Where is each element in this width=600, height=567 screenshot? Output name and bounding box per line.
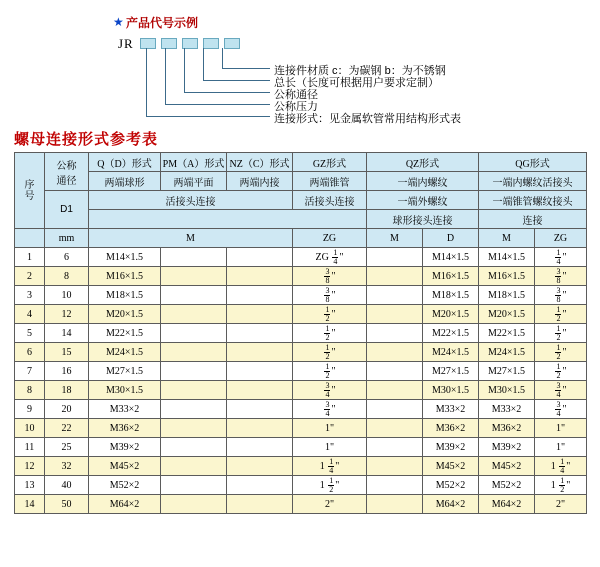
- cell-pm: [161, 419, 227, 438]
- cell-qz-d: M20×1.5: [423, 305, 479, 324]
- cell-gz: $\frac{3}{8}$ ": [293, 267, 367, 286]
- table-header-row-2: [15, 172, 587, 191]
- legend-material: 连接件材质 c：为碳钢 b：为不锈钢: [274, 65, 446, 77]
- cell-seq: 12: [15, 457, 45, 476]
- header-thread-d: D: [423, 229, 479, 248]
- cell-gz: $\frac{1}{2}$ ": [293, 343, 367, 362]
- cell-q: M24×1.5: [89, 343, 161, 362]
- header-desc-pm: 两端平面: [161, 172, 227, 191]
- cell-qz-m: [367, 381, 423, 400]
- cell-qg-zg: 1 $\frac{1}{4}$ ": [535, 457, 587, 476]
- table-row: [15, 267, 587, 286]
- cell-pm: [161, 495, 227, 514]
- cell-qg-m: M20×1.5: [479, 305, 535, 324]
- cell-qg-m: M18×1.5: [479, 286, 535, 305]
- cell-q: M36×2: [89, 419, 161, 438]
- code-box-2: [161, 38, 177, 49]
- table-row: [15, 476, 587, 495]
- header-code-qg: QG形式: [479, 153, 587, 172]
- table-title: 螺母连接形式参考表: [14, 131, 159, 148]
- leader-line-h-2: [203, 80, 270, 81]
- table-header-row-4: [15, 210, 587, 229]
- cell-gz: 1 $\frac{1}{2}$ ": [293, 476, 367, 495]
- cell-qz-m: [367, 343, 423, 362]
- cell-qz-d: M30×1.5: [423, 381, 479, 400]
- cell-seq: 4: [15, 305, 45, 324]
- cell-q: M52×2: [89, 476, 161, 495]
- legend-bore: 公称通径: [274, 89, 318, 101]
- cell-gz: $\frac{1}{2}$ ": [293, 324, 367, 343]
- cell-q: M20×1.5: [89, 305, 161, 324]
- header-seq: [15, 153, 45, 229]
- cell-seq: 5: [15, 324, 45, 343]
- cell-q: M22×1.5: [89, 324, 161, 343]
- cell-qg-zg: $\frac{3}{4}$ ": [535, 400, 587, 419]
- header-blank-1: [89, 210, 367, 229]
- header-connect: 连接: [479, 210, 587, 229]
- cell-nz: [227, 495, 293, 514]
- cell-nz: [227, 324, 293, 343]
- cell-pm: [161, 248, 227, 267]
- cell-qz-d: M22×1.5: [423, 324, 479, 343]
- cell-dn: 15: [45, 343, 89, 362]
- cell-q: M14×1.5: [89, 248, 161, 267]
- table-body: [15, 248, 587, 514]
- cell-qg-m: M64×2: [479, 495, 535, 514]
- cell-qz-m: [367, 476, 423, 495]
- star-icon: ★: [113, 15, 124, 29]
- cell-q: M30×1.5: [89, 381, 161, 400]
- cell-pm: [161, 305, 227, 324]
- cell-qg-zg: $\frac{1}{2}$ ": [535, 343, 587, 362]
- cell-dn: 40: [45, 476, 89, 495]
- cell-dn: 20: [45, 400, 89, 419]
- code-box-4: [203, 38, 219, 49]
- cell-gz: $\frac{1}{2}$ ": [293, 305, 367, 324]
- cell-q: M45×2: [89, 457, 161, 476]
- cell-nz: [227, 381, 293, 400]
- header-nominal-line2: 通径: [56, 175, 77, 187]
- cell-seq: 6: [15, 343, 45, 362]
- cell-seq: 11: [15, 438, 45, 457]
- cell-qg-zg: $\frac{3}{8}$ ": [535, 286, 587, 305]
- cell-qz-d: M18×1.5: [423, 286, 479, 305]
- leader-line-v-2: [203, 48, 204, 80]
- table-row: [15, 419, 587, 438]
- cell-pm: [161, 381, 227, 400]
- table-row: [15, 324, 587, 343]
- code-boxes: [140, 38, 240, 49]
- table-row: [15, 400, 587, 419]
- cell-qg-m: M30×1.5: [479, 381, 535, 400]
- cell-nz: [227, 248, 293, 267]
- cell-pm: [161, 400, 227, 419]
- cell-qz-m: [367, 495, 423, 514]
- header-thread-m-2: M: [367, 229, 423, 248]
- cell-dn: 16: [45, 362, 89, 381]
- cell-q: M27×1.5: [89, 362, 161, 381]
- table-header-row-3: [15, 191, 587, 210]
- cell-q: M39×2: [89, 438, 161, 457]
- header-nominal-line1: 公称: [56, 160, 77, 172]
- leader-line-v-4: [165, 48, 166, 104]
- header-conn-union: 活接头连接: [89, 191, 293, 210]
- cell-qz-m: [367, 286, 423, 305]
- cell-qg-zg: $\frac{3}{8}$ ": [535, 267, 587, 286]
- header-unit-blank: [15, 229, 45, 248]
- table-row: [15, 438, 587, 457]
- cell-dn: 10: [45, 286, 89, 305]
- header-desc-gz: 两端锥管: [293, 172, 367, 191]
- header-d1: D1: [45, 191, 89, 229]
- cell-qg-m: M33×2: [479, 400, 535, 419]
- cell-qg-m: M22×1.5: [479, 324, 535, 343]
- header-desc-qz: 一端内螺纹: [367, 172, 479, 191]
- cell-qg-m: M36×2: [479, 419, 535, 438]
- cell-q: M33×2: [89, 400, 161, 419]
- table-header-row-5: [15, 229, 587, 248]
- cell-qz-m: [367, 419, 423, 438]
- cell-pm: [161, 457, 227, 476]
- cell-qg-zg: 1 $\frac{1}{2}$ ": [535, 476, 587, 495]
- cell-qg-zg: 1": [535, 438, 587, 457]
- leader-line-v-3: [184, 48, 185, 92]
- code-prefix: JR: [118, 36, 134, 51]
- cell-dn: 32: [45, 457, 89, 476]
- leader-line-h-4: [165, 104, 270, 105]
- cell-qg-m: M14×1.5: [479, 248, 535, 267]
- cell-nz: [227, 305, 293, 324]
- header-desc-qg: 一端内螺纹活接头: [479, 172, 587, 191]
- diagram-title: 产品代号示例: [126, 16, 199, 30]
- cell-qz-d: M14×1.5: [423, 248, 479, 267]
- cell-dn: 12: [45, 305, 89, 324]
- cell-gz: 1 $\frac{1}{4}$ ": [293, 457, 367, 476]
- cell-qz-d: M64×2: [423, 495, 479, 514]
- table-row: [15, 248, 587, 267]
- cell-nz: [227, 286, 293, 305]
- table-row: [15, 457, 587, 476]
- cell-pm: [161, 286, 227, 305]
- cell-qz-m: [367, 362, 423, 381]
- cell-qz-d: M36×2: [423, 419, 479, 438]
- cell-gz: $\frac{3}{4}$ ": [293, 400, 367, 419]
- cell-dn: 50: [45, 495, 89, 514]
- cell-nz: [227, 343, 293, 362]
- cell-dn: 25: [45, 438, 89, 457]
- table-row: [15, 305, 587, 324]
- cell-qg-m: M27×1.5: [479, 362, 535, 381]
- cell-qz-d: M52×2: [423, 476, 479, 495]
- cell-q: M64×2: [89, 495, 161, 514]
- cell-qg-zg: $\frac{1}{2}$ ": [535, 362, 587, 381]
- cell-qg-zg: $\frac{3}{4}$ ": [535, 381, 587, 400]
- cell-qz-m: [367, 248, 423, 267]
- header-conn-taper: 一端锥管螺纹接头: [479, 191, 587, 210]
- cell-qz-m: [367, 400, 423, 419]
- spec-table: [14, 152, 587, 514]
- cell-qz-m: [367, 267, 423, 286]
- header-desc-nz: 两端内接: [227, 172, 293, 191]
- header-thread-m-1: M: [89, 229, 293, 248]
- header-conn-ext-thread: 一端外螺纹: [367, 191, 479, 210]
- table-header-row-1: [15, 153, 587, 172]
- header-thread-m-3: M: [479, 229, 535, 248]
- cell-qg-m: M24×1.5: [479, 343, 535, 362]
- cell-qg-m: M39×2: [479, 438, 535, 457]
- cell-seq: 13: [15, 476, 45, 495]
- cell-gz: 1": [293, 438, 367, 457]
- header-unit-mm: mm: [45, 229, 89, 248]
- leader-line-h-1: [222, 68, 270, 69]
- header-seq-line1: 序: [24, 179, 35, 191]
- header-code-gz: GZ形式: [293, 153, 367, 172]
- leader-line-v-1: [222, 48, 223, 68]
- cell-q: M18×1.5: [89, 286, 161, 305]
- cell-nz: [227, 419, 293, 438]
- cell-qz-d: M45×2: [423, 457, 479, 476]
- header-ball-joint: 球形接头连接: [367, 210, 479, 229]
- cell-dn: 8: [45, 267, 89, 286]
- cell-dn: 22: [45, 419, 89, 438]
- cell-nz: [227, 438, 293, 457]
- cell-seq: 9: [15, 400, 45, 419]
- cell-nz: [227, 362, 293, 381]
- cell-qz-m: [367, 457, 423, 476]
- legend-length: 总长（长度可根据用户要求定制）: [274, 77, 439, 89]
- cell-seq: 10: [15, 419, 45, 438]
- table-row: [15, 495, 587, 514]
- product-code-diagram: [0, 0, 600, 125]
- cell-seq: 14: [15, 495, 45, 514]
- cell-qz-m: [367, 324, 423, 343]
- cell-nz: [227, 267, 293, 286]
- cell-gz: 2": [293, 495, 367, 514]
- cell-qz-m: [367, 438, 423, 457]
- header-nominal-bore: [45, 153, 89, 191]
- cell-dn: 6: [45, 248, 89, 267]
- header-code-qz: QZ形式: [367, 153, 479, 172]
- cell-gz: $\frac{3}{8}$ ": [293, 286, 367, 305]
- cell-nz: [227, 400, 293, 419]
- cell-qg-zg: 2": [535, 495, 587, 514]
- cell-qz-d: M16×1.5: [423, 267, 479, 286]
- cell-pm: [161, 438, 227, 457]
- cell-dn: 14: [45, 324, 89, 343]
- cell-gz: $\frac{1}{2}$ ": [293, 362, 367, 381]
- cell-qg-zg: $\frac{1}{2}$ ": [535, 324, 587, 343]
- cell-nz: [227, 476, 293, 495]
- cell-seq: 3: [15, 286, 45, 305]
- header-conn-union-2: 活接头连接: [293, 191, 367, 210]
- cell-dn: 18: [45, 381, 89, 400]
- cell-qg-zg: 1": [535, 419, 587, 438]
- header-desc-q: 两端球形: [89, 172, 161, 191]
- header-code-pm: PM（A）形式: [161, 153, 227, 172]
- cell-pm: [161, 362, 227, 381]
- cell-seq: 7: [15, 362, 45, 381]
- table-row: [15, 381, 587, 400]
- cell-qg-m: M16×1.5: [479, 267, 535, 286]
- cell-pm: [161, 324, 227, 343]
- cell-qz-d: M39×2: [423, 438, 479, 457]
- cell-qz-d: M24×1.5: [423, 343, 479, 362]
- cell-pm: [161, 476, 227, 495]
- legend-pressure: 公称压力: [274, 101, 318, 113]
- header-code-q: Q（D）形式: [89, 153, 161, 172]
- cell-seq: 1: [15, 248, 45, 267]
- table-row: [15, 362, 587, 381]
- header-seq-line2: 号: [24, 190, 35, 202]
- header-thread-zg-2: ZG: [535, 229, 587, 248]
- cell-pm: [161, 267, 227, 286]
- cell-qg-zg: $\frac{1}{4}$ ": [535, 248, 587, 267]
- cell-seq: 8: [15, 381, 45, 400]
- legend-connection: 连接形式：见金属软管常用结构形式表: [274, 113, 461, 125]
- cell-gz: 1": [293, 419, 367, 438]
- table-row: [15, 343, 587, 362]
- header-code-nz: NZ（C）形式: [227, 153, 293, 172]
- cell-gz: $\frac{3}{4}$ ": [293, 381, 367, 400]
- leader-line-h-3: [184, 92, 270, 93]
- cell-qz-d: M33×2: [423, 400, 479, 419]
- cell-nz: [227, 457, 293, 476]
- code-box-1: [140, 38, 156, 49]
- cell-qz-d: M27×1.5: [423, 362, 479, 381]
- cell-seq: 2: [15, 267, 45, 286]
- cell-q: M16×1.5: [89, 267, 161, 286]
- cell-gz: ZG $\frac{1}{4}$ ": [293, 248, 367, 267]
- leader-line-v-5: [146, 48, 147, 116]
- header-thread-zg-1: ZG: [293, 229, 367, 248]
- cell-pm: [161, 343, 227, 362]
- code-box-5: [224, 38, 240, 49]
- table-row: [15, 286, 587, 305]
- cell-qz-m: [367, 305, 423, 324]
- cell-qg-m: M52×2: [479, 476, 535, 495]
- cell-qg-m: M45×2: [479, 457, 535, 476]
- cell-qg-zg: $\frac{1}{2}$ ": [535, 305, 587, 324]
- leader-line-h-5: [146, 116, 270, 117]
